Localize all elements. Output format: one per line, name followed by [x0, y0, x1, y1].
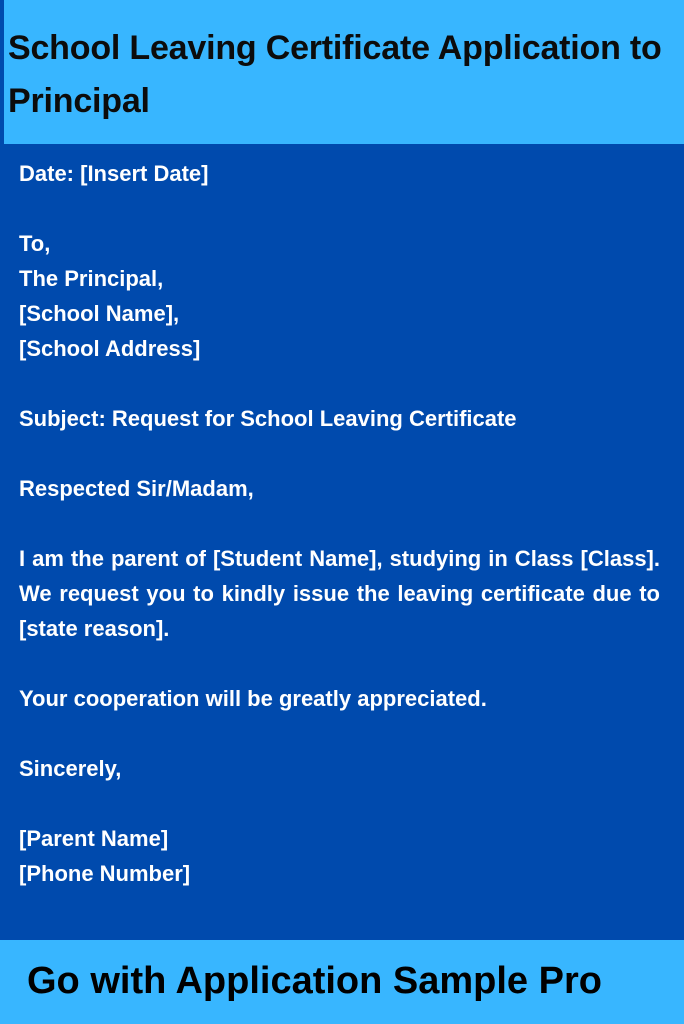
school-name: [School Name], [19, 301, 180, 326]
closing-note: Your cooperation will be greatly appreciated. [19, 686, 487, 711]
body-paragraph: I am the parent of [Student Name], studying in Class [Class]. We request you to kindly issue the leaving certificate due to [state reason]. [19, 546, 660, 641]
letter-body [19, 156, 660, 891]
address-to: To, [19, 231, 51, 256]
spacer [19, 436, 660, 471]
date-line: Date: [Insert Date] [19, 161, 209, 186]
sign-off: Sincerely, [19, 756, 122, 781]
salutation: Respected Sir/Madam, [19, 476, 254, 501]
school-address: [School Address] [19, 336, 201, 361]
spacer [19, 716, 660, 751]
spacer [19, 786, 660, 821]
spacer [19, 366, 660, 401]
title-banner [0, 0, 684, 144]
parent-name: [Parent Name] [19, 826, 169, 851]
page-title: School Leaving Certificate Application to Principal [8, 29, 662, 120]
recipient-title: The Principal, [19, 266, 164, 291]
spacer [19, 646, 660, 681]
spacer [19, 506, 660, 541]
footer-banner [0, 940, 684, 1024]
spacer [19, 191, 660, 226]
footer-text: Go with Application Sample Pro [27, 960, 602, 1002]
subject-line: Subject: Request for School Leaving Certificate [19, 406, 517, 431]
phone-number: [Phone Number] [19, 861, 191, 886]
